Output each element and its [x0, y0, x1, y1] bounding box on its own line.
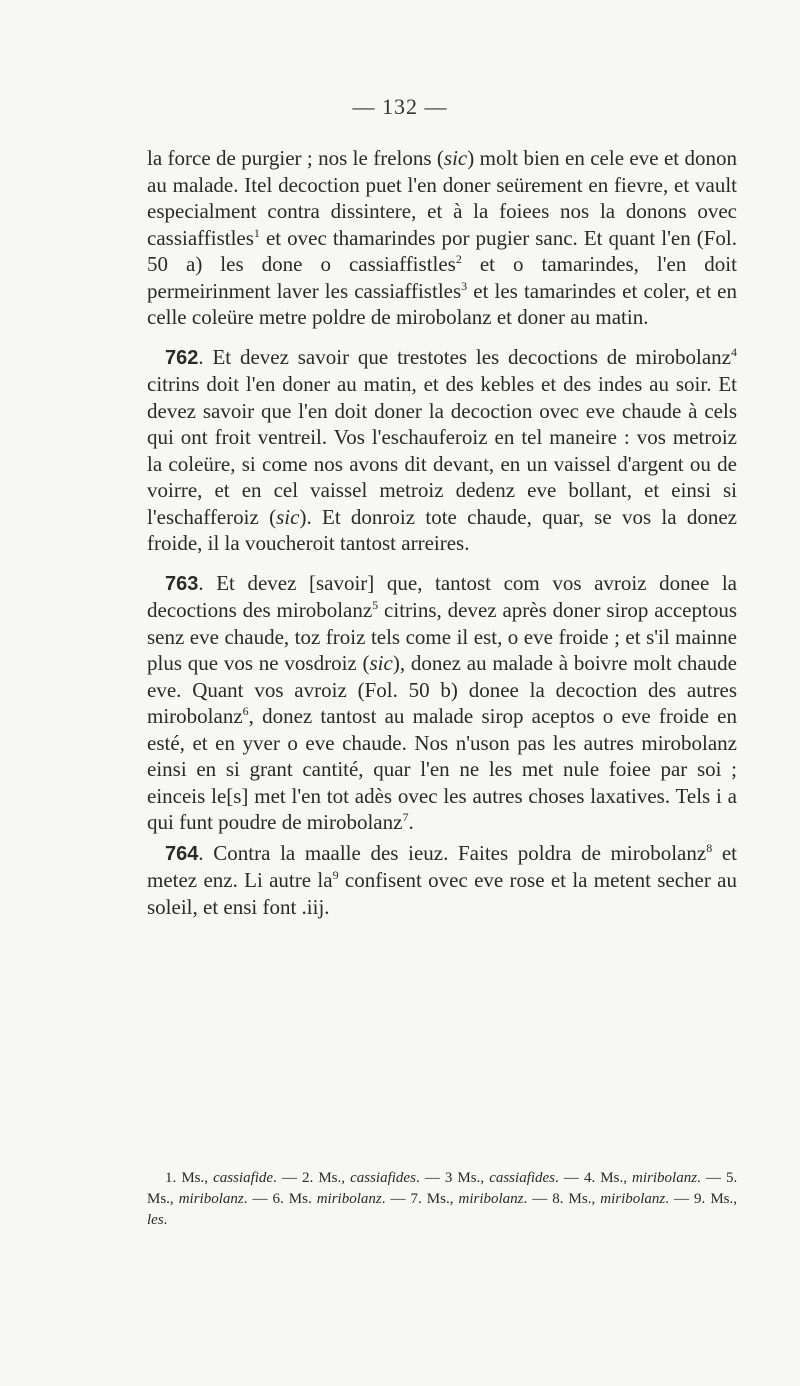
page-number: — 132 —	[352, 94, 448, 119]
main-text	[147, 145, 737, 920]
paragraph-763: 763. Et devez [savoir] que, tantost com vos avroiz donee la decoctions des mirobolanz$^5$ citrins, devez après doner sirop acceptous senz eve chaude, toz froiz tels come il est, o eve froide ; et s'il mainne plus que vos ne vosdroiz (sic), donez au malade à boivre molt chaude eve. Quant vos avroiz (Fol. 50 b) donee la decoction des autres mirobolanz$^6$, donez tantost au malade sirop aceptos o eve froide en esté, et en yver o eve chaude. Nos n'uson pas les autres mirobolanz einsi en si grant cantité, quar l'en ne les met nule foiee par soi ; einceis le[s] met l'en tot adès ovec les autres choses laxatives. Tels i a qui funt poudre de mirobolanz$^7$.	[147, 570, 737, 834]
footnote-ref: 9	[332, 868, 339, 882]
footnote-ref: 5	[372, 598, 379, 612]
paragraph-762: 762. Et devez savoir que trestotes les decoctions de mirobolanz$^4$ citrins doit l'en doner au matin, et des kebles et des indes au soir. Et devez savoir que l'en doit doner la decoction ovec eve chaude à cels qui ont froit ventreil. Vos l'eschauferoiz en tel maneire : vos metroiz la coleüre, si come nos avons dit devant, en un vaissel d'argent ou de voirre, et en cel vaissel metroiz dedenz eve bollant, et einsi si l'eschafferoiz (sic). Et donroiz tote chaude, quar, se vos la donez froide, il la voucheroit tantost arreires.	[147, 344, 737, 555]
footnote: 3 Ms., cassiafides. —	[444, 1170, 579, 1186]
footnote: 8. Ms., miribolanz. —	[552, 1191, 690, 1207]
footnote: 5. Ms., miribolanz. —	[147, 1170, 738, 1207]
footnote-ref: 4	[731, 344, 737, 359]
footnote-ref: 2	[455, 252, 462, 266]
paragraph-764: 764. Contra la maalle des ieuz. Faites poldra de mirobolanz$^8$ et metez enz. Li autre $la^9$ confisent ovec eve rose et la metent secher au soleil, et ensi font .iij.	[147, 840, 738, 919]
footnote: 1. Ms., cassiafide. —	[165, 1170, 297, 1186]
paragraph-number: 764	[165, 842, 199, 865]
footnote-ref: 7	[402, 810, 409, 824]
paragraph-number: 762	[165, 346, 199, 369]
footnote: 7. Ms., miribolanz. —	[410, 1191, 548, 1207]
footnote: 4. Ms., miribolanz. —	[583, 1170, 721, 1186]
paragraph-continuation: la force de purgier ; nos le frelons (sic) molt bien en cele eve et donon au malade. Itel decoction puet l'en doner seürement en fievre, et vault especialment contra dissintere, et à la foiees nos la donons ovec cassiaffistles$^1$ et ovec thamarindes por pugier sanc. Et quant l'en (Fol. 50 a) les done o cassiaffistles$^2$ et o tamarindes, l'en doit permeirinment laver les cassiaffistles$^3$ et les tamarindes et coler, et en celle coleüre metre poldre de mirobolanz et doner au matin.	[147, 146, 738, 329]
footnotes	[147, 1167, 737, 1231]
footnote-ref: 3	[461, 278, 468, 293]
footnote: 6. Ms. miribolanz. —	[272, 1191, 406, 1207]
footnote-ref: 1	[253, 225, 260, 240]
footnote: 9. Ms., les.	[147, 1191, 737, 1228]
footnote-ref: 6	[242, 704, 249, 718]
footnote-list	[147, 1168, 737, 1231]
paragraph-number: 763	[165, 572, 199, 595]
footnote-ref: 8	[706, 840, 713, 855]
footnote: 2. Ms., cassiafides. —	[302, 1170, 440, 1186]
